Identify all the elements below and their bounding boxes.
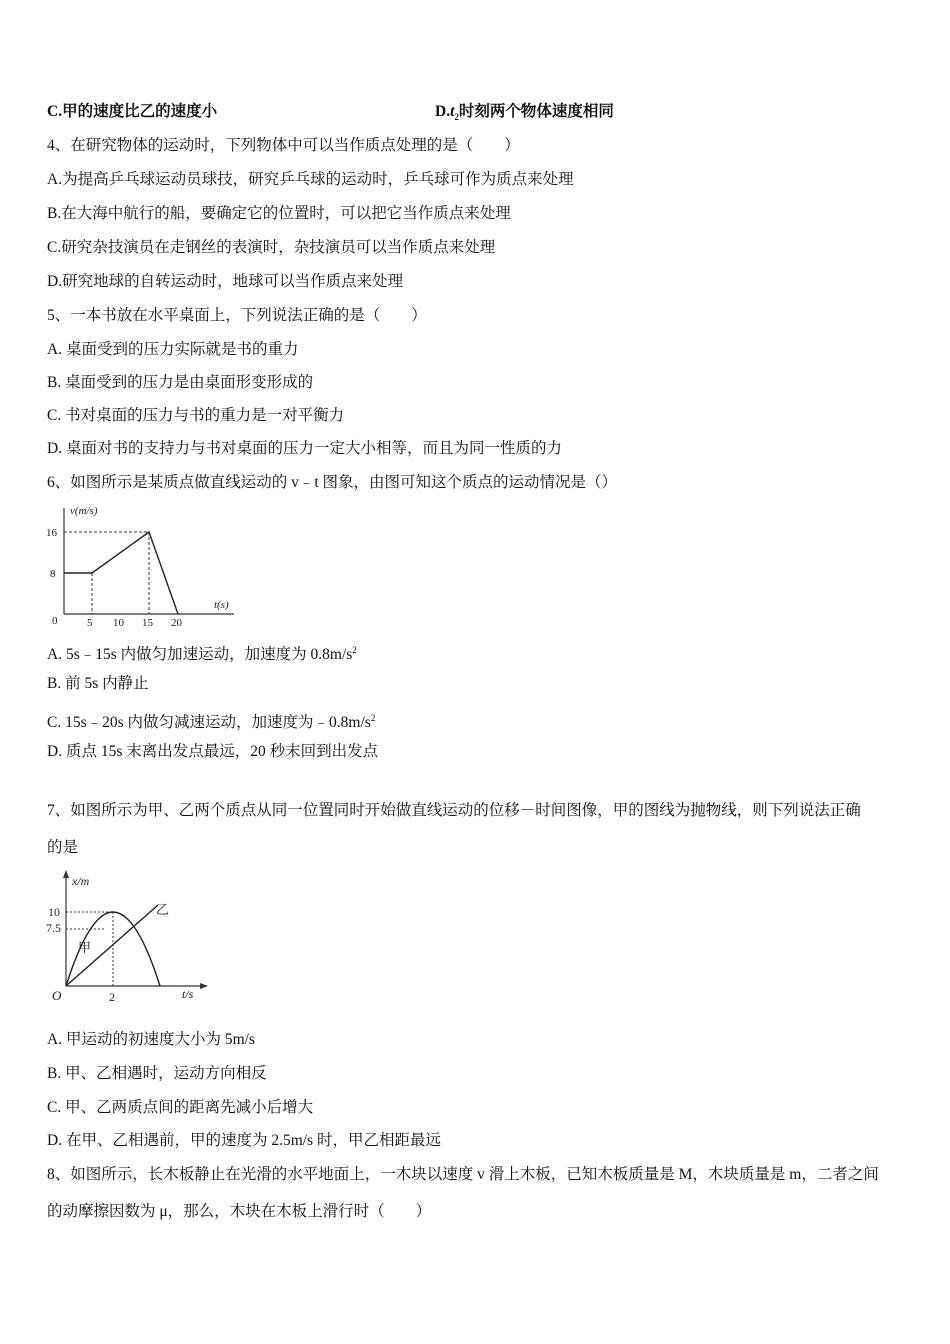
q6-option-a [47,640,357,665]
q7-option-a: A. 甲运动的初速度大小为 5m/s [47,1031,255,1048]
q6-x-axis-label: t(s) [214,599,229,611]
q3-option-d-prefix: D. [435,103,451,120]
q6-y-tick-8: 8 [50,568,56,580]
q7-x-tick-2: 2 [109,990,115,1004]
q6-x-tick-5: 5 [87,617,93,629]
q6-option-c [47,708,375,733]
q7-y-tick-7-5: 7.5 [46,921,61,935]
q4-stem: 4、在研究物体的运动时，下列物体中可以当作质点处理的是（ ） [47,137,520,154]
q7-xt-graph [44,868,214,1006]
q3-option-d [435,102,614,127]
q5-option-c: C. 书对桌面的压力与书的重力是一对平衡力 [47,407,345,424]
q6-option-b: B. 前 5s 内静止 [47,675,149,692]
q7-y-arrow [63,870,69,878]
q4-option-b: B.在大海中航行的船，要确定它的位置时，可以把它当作质点来处理 [47,205,511,222]
q6-stem: 6、如图所示是某质点做直线运动的 v﹣t 图象，由图可知这个质点的运动情况是（） [47,474,618,491]
q7-option-b: B. 甲、乙相遇时，运动方向相反 [47,1065,267,1082]
q6-option-a-sup: 2 [352,645,357,655]
q3-option-c: C.甲的速度比乙的速度小 [47,103,218,120]
q6-x-tick-10: 10 [113,617,124,629]
q6-x-tick-15: 15 [142,617,153,629]
q3-option-d-suffix: 时刻两个物体速度相同 [458,103,614,120]
q7-option-c: C. 甲、乙两质点间的距离先减小后增大 [47,1099,314,1116]
q5-option-a: A. 桌面受到的压力实际就是书的重力 [47,341,299,358]
q5-stem: 5、一本书放在水平桌面上，下列说法正确的是（ ） [47,307,427,324]
q7-origin-label: O [52,988,62,1003]
q4-option-d: D.研究地球的自转运动时，地球可以当作质点来处理 [47,273,404,290]
q3-option-d-sub: 2 [454,112,459,123]
q5-option-d: D. 桌面对书的支持力与书对桌面的压力一定大小相等，而且为同一性质的力 [47,440,562,457]
q6-velocity-line [64,532,178,614]
q6-y-axis-label: v(m/s) [70,505,98,517]
q7-x-axis-label: t/s [182,987,194,1001]
q7-label-jia: 甲 [78,940,92,955]
q6-option-d: D. 质点 15s 末离出发点最远，20 秒末回到出发点 [47,743,379,760]
q8-stem-line2: 的动摩擦因数为 μ，那么，木块在木板上滑行时（ ） [47,1203,432,1220]
q6-y-tick-16: 16 [46,527,57,539]
q7-stem-line1: 7、如图所示为甲、乙两个质点从同一位置同时开始做直线运动的位移－时间图像，甲的图线为抛物线，则下列说法正确 [47,802,861,819]
q4-option-a: A.为提高乒乓球运动员球技，研究乒乓球的运动时，乒乓球可作为质点来处理 [47,171,574,188]
q7-option-d: D. 在甲、乙相遇前，甲的速度为 2.5m/s 时，甲乙相距最远 [47,1132,441,1149]
q6-option-c-sup: 2 [370,713,376,723]
q6-origin-label: 0 [52,615,58,627]
q7-stem-line2: 的是 [47,839,79,856]
q3-option-d-var: t [450,103,455,120]
q6-option-a-text: A. 5s﹣15s 内做匀加速运动，加速度为 0.8m/s [47,646,353,664]
q8-stem-line1: 8、如图所示，长木板静止在光滑的水平地面上，一木块以速度 v 滑上木板，已知木板质量是 M，木块质量是 m，二者之间 [47,1166,879,1183]
q6-vt-graph [44,500,244,630]
q6-x-tick-20: 20 [171,617,182,629]
q4-option-c: C.研究杂技演员在走钢丝的表演时，杂技演员可以当作质点来处理 [47,239,496,256]
q7-y-tick-10: 10 [48,905,60,919]
q7-y-axis-label: x/m [72,874,90,888]
q7-x-arrow [200,983,208,989]
q6-option-c-text: C. 15s﹣20s 内做匀减速运动，加速度为﹣0.8m/s [47,714,371,732]
q7-label-yi: 乙 [156,902,170,917]
q5-option-b: B. 桌面受到的压力是由桌面形变形成的 [47,374,314,391]
